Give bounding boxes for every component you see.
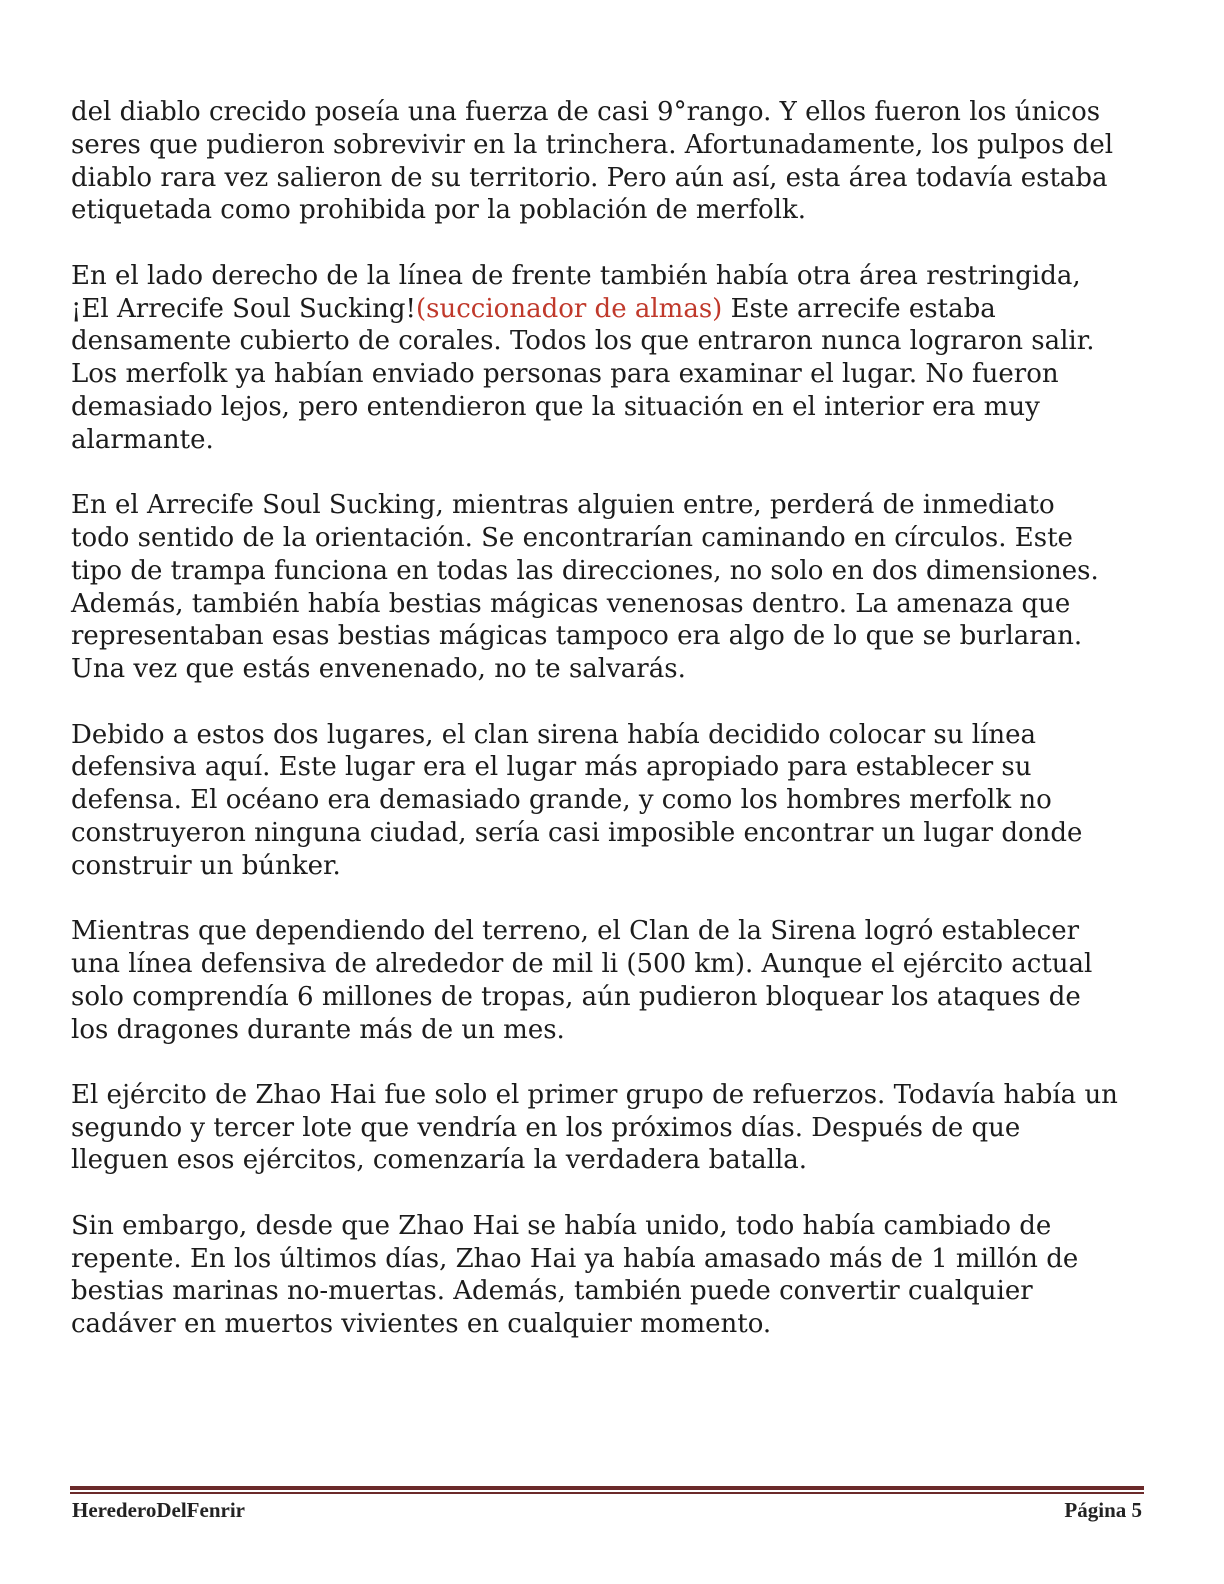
text-line: Sin embargo, desde que Zhao Hai se había unido, todo había cambiado de [71,1210,1052,1241]
text-line: segundo y tercer lote que vendría en los próximos días. Después de que [71,1112,1021,1143]
body-text [71,96,1151,1374]
text-line: En el lado derecho de la línea de frente también había otra área restringida, [71,260,1081,291]
text-line: los dragones durante más de un mes. [71,1014,565,1045]
paragraph [71,489,1151,686]
text-line: todo sentido de la orientación. Se encontrarían caminando en círculos. Este [71,522,1073,553]
footer-page-number: Página 5 [1064,1498,1142,1522]
text-line: demasiado lejos, pero entendieron que la situación en el interior era muy [71,391,1040,422]
footer-divider [70,1486,1144,1494]
text-line: Una vez que estás envenenado, no te salvarás. [71,654,686,685]
text-line [71,293,1151,326]
paragraph [71,260,1151,457]
text-line: construyeron ninguna ciudad, sería casi imposible encontrar un lugar donde [71,817,1083,848]
text-line: solo comprendía 6 millones de tropas, aún pudieron bloquear los ataques de [71,981,1081,1012]
text-line: una línea defensiva de alrededor de mil li (500 km). Aunque el ejército actual [71,948,1093,979]
text-line: repente. En los últimos días, Zhao Hai ya había amasado más de 1 millón de [71,1243,1079,1274]
text-line: El ejército de Zhao Hai fue solo el primer grupo de refuerzos. Todavía había un [71,1079,1118,1110]
text-line: construir un búnker. [71,850,341,881]
paragraph [71,1210,1151,1341]
footer-author: HerederoDelFenrir [72,1498,245,1522]
text-line: etiquetada como prohibida por la población de merfolk. [71,195,806,226]
page-footer [72,1498,1142,1528]
paragraph [71,719,1151,883]
text-line: diablo rara vez salieron de su territorio. Pero aún así, esta área todavía estaba [71,162,1108,193]
text-line: defensa. El océano era demasiado grande, y como los hombres merfolk no [71,785,1052,816]
paragraph [71,915,1151,1046]
text-line: Debido a estos dos lugares, el clan sirena había decidido colocar su línea [71,719,1037,750]
text-line: del diablo crecido poseía una fuerza de casi 9°rango. Y ellos fueron los únicos [71,97,1101,127]
text-line: cadáver en muertos vivientes en cualquier momento. [71,1309,772,1340]
text-line: lleguen esos ejércitos, comenzaría la verdadera batalla. [71,1145,808,1176]
text-line: En el Arrecife Soul Sucking, mientras alguien entre, perderá de inmediato [71,490,1055,521]
translator-note: (succionador de almas) [416,293,723,324]
text-line: Además, también había bestias mágicas venenosas dentro. La amenaza que [71,588,1071,619]
text-line: Los merfolk ya habían enviado personas para examinar el lugar. No fueron [71,359,1059,390]
text-line: seres que pudieron sobrevivir en la trinchera. Afortunadamente, los pulpos del [71,129,1114,160]
text-line: tipo de trampa funciona en todas las direcciones, no solo en dos dimensiones. [71,555,1099,586]
paragraph [71,1079,1151,1177]
text-line: densamente cubierto de corales. Todos los que entraron nunca lograron salir. [71,326,1095,357]
paragraph [71,96,1151,227]
text-line: alarmante. [71,424,214,455]
text-segment: Este arrecife estaba [722,293,996,324]
text-line: representaban esas bestias mágicas tampoco era algo de lo que se burlaran. [71,621,1083,652]
text-line: bestias marinas no-muertas. Además, también puede convertir cualquier [71,1276,1033,1307]
text-line: Mientras que dependiendo del terreno, el Clan de la Sirena logró establecer [71,916,1080,947]
text-line: defensiva aquí. Este lugar era el lugar más apropiado para establecer su [71,752,1032,783]
text-segment: ¡El Arrecife Soul Sucking! [71,293,416,324]
